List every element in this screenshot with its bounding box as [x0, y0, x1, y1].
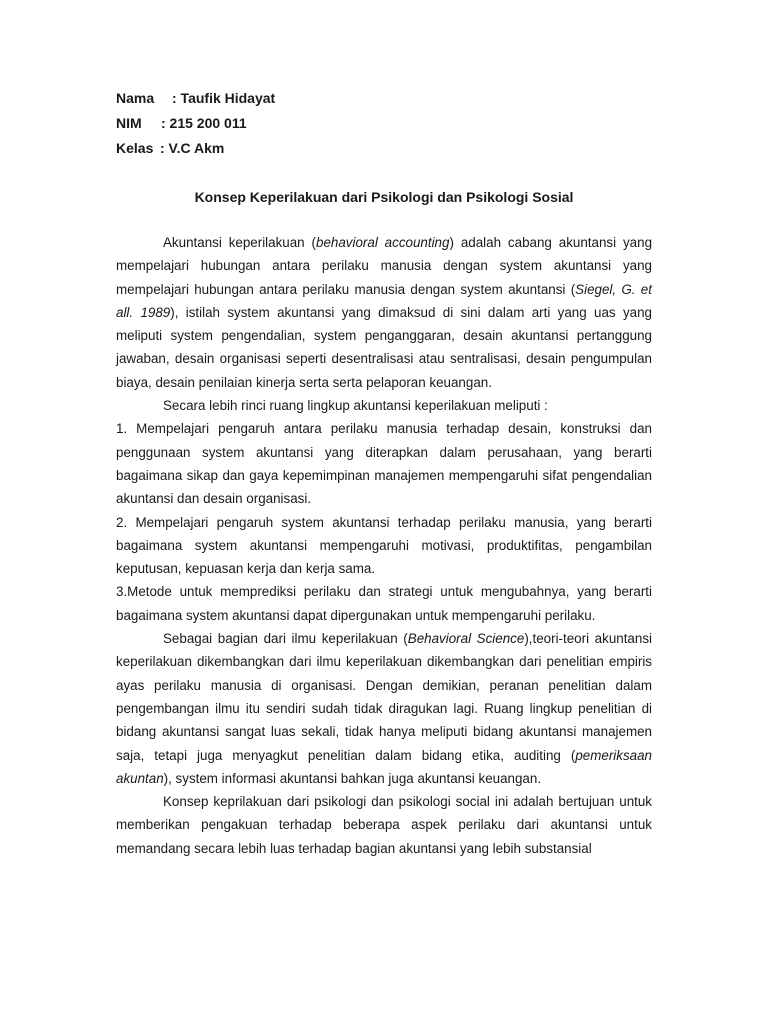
p1-text-c: ) adalah cabang akuntansi yang mempelajari hubungan antara perilaku manusia dengan system akuntansi yang mempelajari hubungan antara perilaku manusia dengan system akuntansi (	[116, 235, 653, 297]
paragraph-2: Secara lebih rinci ruang lingkup akuntansi keperilakuan meliputi :	[163, 398, 548, 414]
p3-text-a: Sebagai bagian dari ilmu keperilakuan (	[163, 631, 408, 647]
nim-value: : 215 200 011	[161, 115, 247, 131]
p3-italic-term: Behavioral Science	[407, 631, 525, 647]
name-value: : Taufik Hidayat	[172, 90, 276, 106]
list-item-1: 1. Mempelajari pengaruh antara perilaku manusia terhadap desain, konstruksi dan penggunaan system akuntansi yang diterapkan dalam perusahaan, yang berarti bagaimana sikap dan gaya kepemimpinan manajemen mempengaruhi sifat pengendalian akuntansi dan desain organisasi.	[116, 421, 652, 507]
nim-row	[116, 111, 275, 136]
paragraph-4: Konsep keprilakuan dari psikologi dan psikologi social ini adalah bertujuan untuk memberikan pengakuan terhadap beberapa aspek perilaku dari akuntansi untuk memandang secara lebih luas terhadap bagian akuntansi yang lebih substansial	[116, 794, 652, 856]
p1-italic-term: behavioral accounting	[316, 235, 450, 250]
document-title: Konsep Keperilakuan dari Psikologi dan Psikologi Sosial	[194, 189, 574, 205]
list-item-3: 3.Metode untuk memprediksi perilaku dan strategi untuk mengubahnya, yang berarti bagaimana system akuntansi dapat dipergunakan untuk mempengaruhi perilaku.	[116, 584, 652, 623]
p3-italic-term-2: pemeriksaan akuntan	[116, 747, 652, 786]
document-body	[116, 231, 652, 860]
p3-text-e: ), system informasi akuntansi bahkan juga akuntansi keuangan.	[163, 770, 542, 786]
list-item-2: 2. Mempelajari pengaruh system akuntansi terhadap perilaku manusia, yang berarti bagaimana system akuntansi mempengaruhi motivasi, produktifitas, pengambilan keputusan, kepuasan kerja dan kerja sama.	[116, 514, 652, 577]
p3-text-c: ),teori-teori akuntansi keperilakuan dikembangkan dari ilmu keperilakuan dikembangkan dari penelitian empiris ayas perilaku manusia di organisasi. Dengan demikian, peranan penelitian dalam pengembangan ilmu itu sendiri sudah tidak diragukan lagi. Ruang lingkup penelitian di bidang akuntansi sangat luas sekali, tidak hanya meliputi bidang akuntansi manajemen saja, tetapi juga menyagkut penelitian dalam bidang etika, auditing (	[116, 631, 652, 763]
paragraph-3	[116, 627, 652, 790]
nim-label: NIM	[116, 115, 142, 131]
kelas-value: : V.C Akm	[160, 140, 225, 156]
name-row	[116, 86, 275, 111]
kelas-row	[116, 136, 275, 161]
kelas-label: Kelas	[116, 140, 154, 156]
name-label: Nama	[116, 90, 155, 106]
p1-citation: Siegel, G. et all. 1989	[116, 281, 652, 320]
p1-text-e: ), istilah system akuntansi yang dimaksud di sini dalam arti yang uas yang meliputi system pengendalian, system penganggaran, desain akuntansi pertanggung jawaban, desain organisasi seperti desentralisasi atau sentralisasi, desain pengumpulan biaya, desain penilaian kinerja serta serta pelaporan keuangan.	[116, 304, 652, 390]
p1-text-a: Akuntansi keperilakuan (	[163, 235, 316, 250]
student-info	[116, 86, 275, 161]
paragraph-1	[116, 231, 652, 394]
